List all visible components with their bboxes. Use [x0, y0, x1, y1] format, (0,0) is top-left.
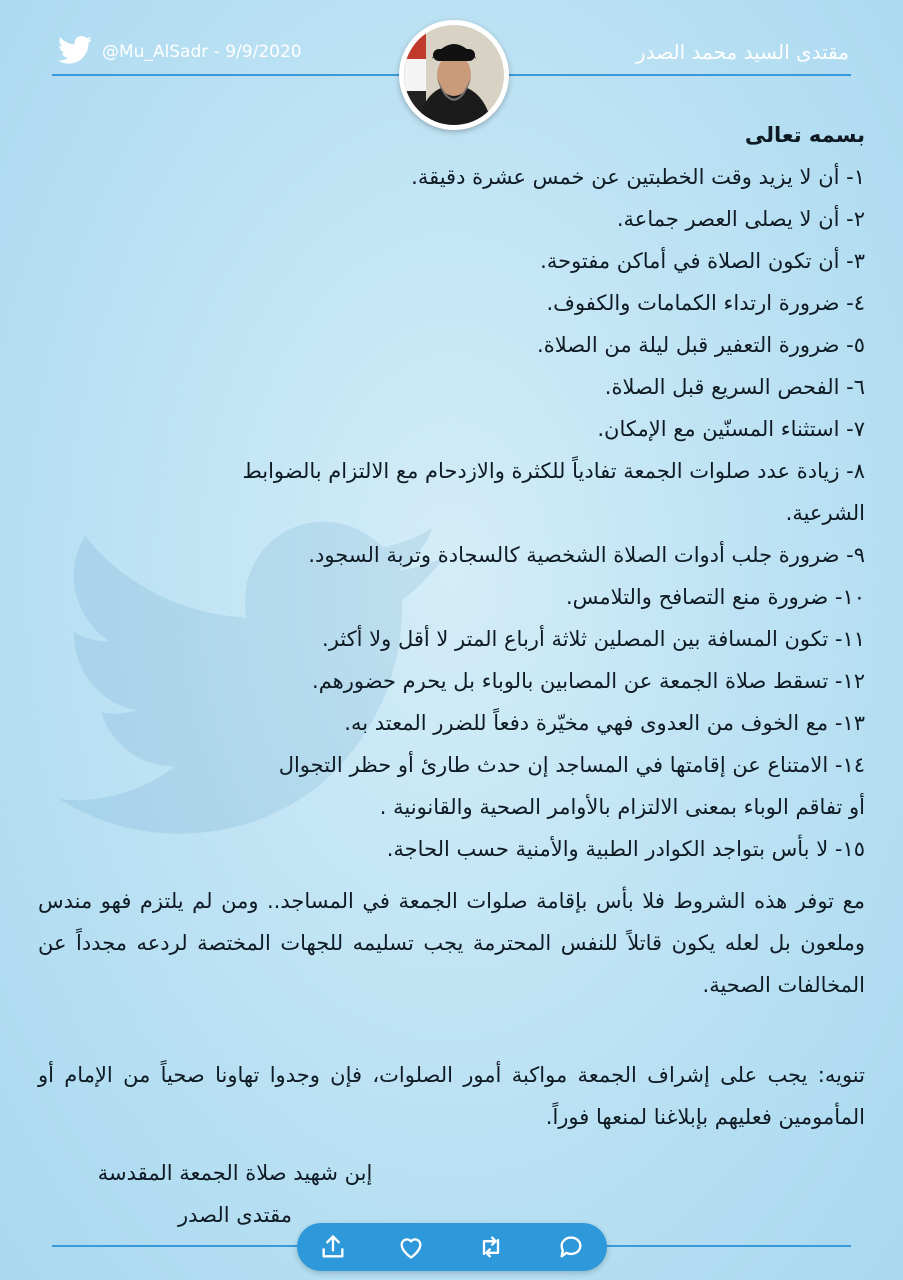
list-item: ٥- ضرورة التعفير قبل ليلة من الصلاة. [537, 333, 865, 357]
signature-line-2: مقتدى الصدر [178, 1203, 292, 1227]
list-item: أو تفاقم الوباء بمعنى الالتزام بالأوامر الصحية والقانونية . [379, 795, 865, 819]
list-item: ٢- أن لا يصلى العصر جماعة. [616, 207, 865, 231]
reply-icon[interactable] [557, 1233, 585, 1261]
list-item: ٦- الفحص السريع قبل الصلاة. [604, 375, 865, 399]
retweet-icon[interactable] [477, 1233, 505, 1261]
list-item: ١٢- تسقط صلاة الجمعة عن المصابين بالوباء بل يحرم حضورهم. [312, 669, 865, 693]
account-handle-date[interactable]: @Mu_AlSadr - 9/9/2020 [102, 42, 302, 62]
basmala: بسمه تعالى [744, 123, 865, 147]
signature-line-1: إبن شهيد صلاة الجمعة المقدسة [97, 1161, 373, 1185]
tweet-actions-bar [297, 1223, 607, 1271]
list-item: ٩- ضرورة جلب أدوات الصلاة الشخصية كالسجادة وتربة السجود. [308, 543, 865, 567]
share-icon[interactable] [319, 1233, 347, 1261]
heart-icon[interactable] [397, 1233, 425, 1261]
avatar-portrait-icon [404, 25, 504, 125]
list-item: ٤- ضرورة ارتداء الكمامات والكفوف. [546, 291, 865, 315]
list-item: ٧- استثناء المسنّين مع الإمكان. [597, 417, 865, 441]
tweet-body [38, 114, 865, 870]
list-item: ١٠- ضرورة منع التصافح والتلامس. [565, 585, 865, 609]
list-item: ٣- أن تكون الصلاة في أماكن مفتوحة. [540, 249, 865, 273]
note-paragraph: تنويه: يجب على إشراف الجمعة مواكبة أمور الصلوات، فإن وجدوا تهاونا صحياً من الإمام أو المأمومين فعليهم بإبلاغنا لمنعها فوراً. [38, 1063, 865, 1129]
twitter-bird-icon [58, 35, 92, 65]
list-item: ٨- زيادة عدد صلوات الجمعة تفادياً للكثرة والازدحام مع الالتزام بالضوابط [242, 459, 865, 483]
list-item: ١١- تكون المسافة بين المصلين ثلاثة أرباع المتر لا أقل ولا أكثر. [322, 627, 865, 651]
conditions-paragraph: مع توفر هذه الشروط فلا بأس بإقامة صلوات الجمعة في المساجد.. ومن لم يلتزم فهو مندس وملعون بل لعله يكون قاتلاً للنفس المحترمة يجب تسليمه للجهات المختصة لردعه مجدداً عن المخالفات الصحية. [38, 889, 865, 997]
list-item: ١٥- لا بأس بتواجد الكوادر الطبية والأمنية حسب الحاجة. [386, 837, 865, 861]
list-item: ١٣- مع الخوف من العدوى فهي مخيّرة دفعاً للضرر المعتد به. [344, 711, 865, 735]
list-item: ١٤- الامتناع عن إقامتها في المساجد إن حدث طارئ أو حظر التجوال [278, 753, 865, 777]
list-item: ١- أن لا يزيد وقت الخطبتين عن خمس عشرة دقيقة. [411, 165, 865, 189]
list-item: الشرعية. [785, 501, 865, 525]
account-name[interactable]: مقتدى السيد محمد الصدر [636, 40, 849, 64]
